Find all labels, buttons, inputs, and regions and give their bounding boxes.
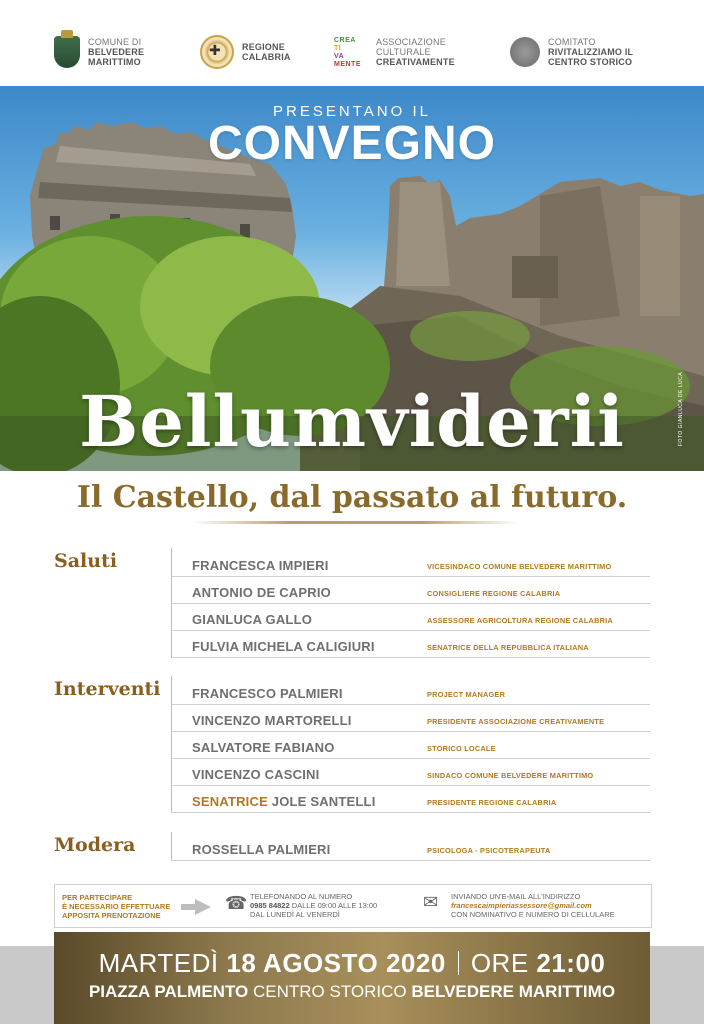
- logo-comune-line1: COMUNE DI: [88, 37, 142, 47]
- event-date-value: 18 AGOSTO 2020: [226, 948, 446, 978]
- comitato-emblem-icon: [510, 37, 540, 67]
- subtitle-underline: [190, 521, 520, 524]
- program-row: [171, 577, 650, 604]
- booking-info-box: [54, 884, 652, 928]
- booking-intro-line1: PER PARTECIPARE: [62, 893, 133, 902]
- date-banner: [54, 932, 650, 1024]
- speaker-role: PRESIDENTE ASSOCIAZIONE CREATIVAMENTE: [427, 717, 605, 726]
- event-location: [54, 982, 650, 1002]
- speaker-title-prefix: SENATRICE: [192, 794, 268, 809]
- logo-comune-line3: MARITTIMO: [88, 57, 141, 67]
- phone-line1: TELEFONANDO AL NUMERO: [250, 892, 353, 901]
- speaker-name-text: JOLE SANTELLI: [271, 794, 376, 809]
- speaker-role: STORICO LOCALE: [427, 744, 496, 753]
- phone-info: [250, 892, 377, 919]
- location-town: BELVEDERE MARITTIMO: [411, 982, 616, 1001]
- program-row: [171, 604, 650, 631]
- program-row: [171, 732, 650, 759]
- banner-side-right: [650, 946, 704, 1024]
- logo-creativamente: [334, 32, 455, 72]
- location-square: PIAZZA PALMENTO: [88, 982, 249, 1001]
- crea-mark-4: MENTE: [334, 61, 361, 68]
- program-row: [171, 834, 650, 861]
- booking-intro-line3: APPOSITA PRENOTAZIONE: [62, 911, 161, 920]
- speaker-name: FRANCESCA IMPIERI: [192, 558, 329, 573]
- speaker-role: PRESIDENTE REGIONE CALABRIA: [427, 798, 557, 807]
- logo-comitato-line1: COMITATO: [548, 37, 596, 47]
- program-row: [171, 705, 650, 732]
- program-row: [171, 759, 650, 786]
- program-row: [171, 786, 650, 813]
- logo-regione-line1: REGIONE: [242, 42, 285, 52]
- booking-intro: [62, 893, 170, 920]
- speaker-role: CONSIGLIERE REGIONE CALABRIA: [427, 589, 561, 598]
- speaker-name: VINCENZO CASCINI: [192, 767, 320, 782]
- event-title: Bellumviderii: [79, 380, 625, 463]
- creativamente-logo-icon: [334, 37, 368, 67]
- speaker-role: ASSESSORE AGRICOLTURA REGIONE CALABRIA: [427, 616, 613, 625]
- event-subtitle: Il Castello, dal passato al futuro.: [76, 480, 628, 515]
- section-label-modera: Modera: [54, 834, 136, 856]
- crea-mark-3: VA: [334, 53, 345, 60]
- email-line1: INVIANDO UN'E-MAIL ALL'INDIRIZZO: [451, 892, 581, 901]
- program-row: [171, 631, 650, 658]
- speaker-name: FRANCESCO PALMIERI: [192, 686, 343, 701]
- speaker-name: VINCENZO MARTORELLI: [192, 713, 352, 728]
- logo-bar: [0, 0, 704, 86]
- section-label-saluti: Saluti: [54, 550, 118, 572]
- speaker-name: GIANLUCA GALLO: [192, 612, 313, 627]
- logo-comitato-line3: CENTRO STORICO: [548, 57, 633, 67]
- speaker-role: PROJECT MANAGER: [427, 690, 506, 699]
- event-day: MARTEDÌ: [98, 948, 219, 978]
- program-row: [171, 550, 650, 577]
- event-date: [54, 948, 650, 979]
- speaker-name: ANTONIO DE CAPRIO: [192, 585, 331, 600]
- speaker-role: SINDACO COMUNE BELVEDERE MARITTIMO: [427, 771, 594, 780]
- logo-crea-line3: CREATIVAMENTE: [376, 57, 455, 67]
- speaker-name: ROSSELLA PALMIERI: [192, 842, 331, 857]
- coat-of-arms-icon: [54, 36, 80, 68]
- banner-side-left: [0, 946, 54, 1024]
- envelope-icon: ✉: [423, 892, 439, 912]
- crea-mark-2: TI: [334, 45, 342, 52]
- email-line3: CON NOMINATIVO E NUMERO DI CELLULARE: [451, 910, 615, 919]
- logo-regione-line2: CALABRIA: [242, 52, 291, 62]
- event-time-value: 21:00: [536, 948, 606, 978]
- booking-intro-line2: È NECESSARIO EFFETTUARE: [62, 902, 171, 911]
- speaker-name: FULVIA MICHELA CALIGIURI: [192, 639, 375, 654]
- program-row: [171, 678, 650, 705]
- logo-regione: [200, 32, 291, 72]
- logo-comune: [54, 32, 144, 72]
- phone-days: DAL LUNEDÌ AL VENERDÌ: [250, 910, 340, 919]
- speaker-name: [192, 794, 376, 809]
- presentano-label: PRESENTANO IL: [273, 103, 431, 120]
- photo-credit: FOTO GIANLUCA DE LUCA: [678, 371, 684, 446]
- speaker-name: SALVATORE FABIANO: [192, 740, 335, 755]
- location-area: CENTRO STORICO: [252, 982, 407, 1001]
- speaker-role: SENATRICE DELLA REPUBBLICA ITALIANA: [427, 643, 589, 652]
- logo-comune-line2: BELVEDERE: [88, 47, 145, 57]
- phone-hours: DALLE 09:00 ALLE 13:00: [291, 901, 378, 910]
- email-info: [451, 892, 615, 919]
- logo-comitato-line2: RIVITALIZZIAMO IL: [548, 47, 634, 57]
- speaker-role: VICESINDACO COMUNE BELVEDERE MARITTIMO: [427, 562, 612, 571]
- phone-number: 0985 84822: [250, 901, 290, 910]
- regione-emblem-icon: [200, 35, 234, 69]
- logo-comitato: [510, 32, 633, 72]
- email-address: francescaimpieriassessore@gmail.com: [451, 901, 592, 910]
- event-type-heading: CONVEGNO: [207, 117, 497, 170]
- date-separator: [458, 951, 459, 975]
- crea-mark-1: CREA: [334, 37, 356, 44]
- phone-icon: ☎: [225, 893, 248, 913]
- speaker-role: PSICOLOGA - PSICOTERAPEUTA: [427, 846, 551, 855]
- logo-crea-line1: ASSOCIAZIONE: [376, 37, 446, 47]
- section-label-interventi: Interventi: [54, 678, 161, 700]
- event-time-label: ORE: [470, 948, 529, 978]
- logo-crea-line2: CULTURALE: [376, 47, 431, 57]
- arrow-right-icon: [195, 899, 211, 915]
